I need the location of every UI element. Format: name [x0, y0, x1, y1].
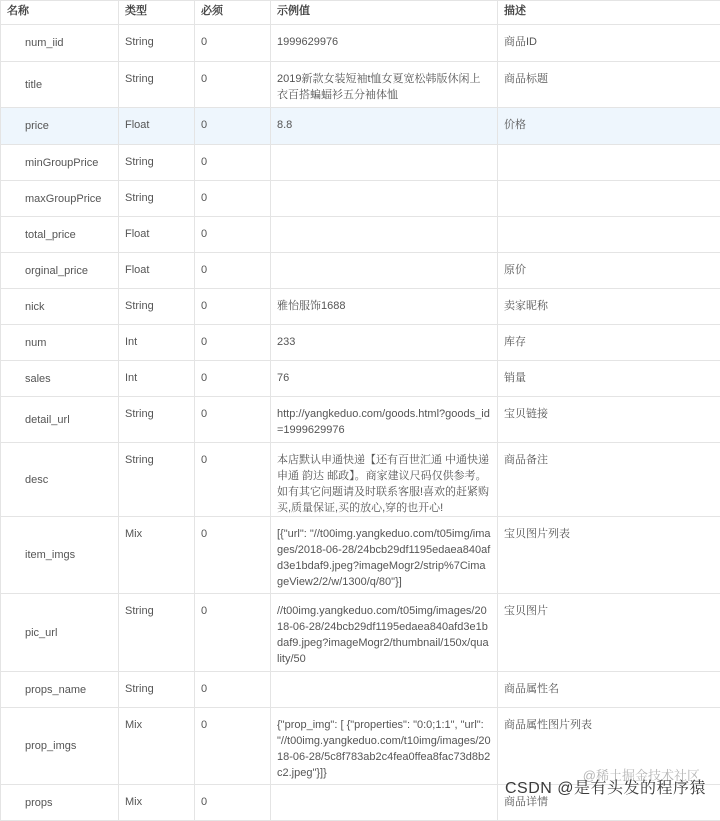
header-description: 描述	[498, 1, 720, 25]
field-required: 0	[195, 517, 271, 594]
field-description: 宝贝图片	[498, 594, 720, 672]
field-name: nick	[1, 289, 119, 325]
field-example: {"prop_img": [ {"properties": "0:0;1:1", "url": "//t00img.yangkeduo.com/t10img/images/2018-06-28/5c8f783ab2c4fea0ffea8fac73d8b2c2.jpeg"}]}	[271, 708, 498, 785]
table-row	[1, 443, 720, 517]
field-example	[271, 217, 498, 253]
table-row	[1, 397, 720, 443]
field-type: Mix	[119, 708, 195, 785]
field-type: Float	[119, 217, 195, 253]
juejin-watermark: @稀土掘金技术社区	[583, 765, 700, 784]
field-type: String	[119, 672, 195, 708]
header-example: 示例值	[271, 1, 498, 25]
field-name: prop_imgs	[1, 708, 119, 785]
field-required: 0	[195, 289, 271, 325]
table-row	[1, 145, 720, 181]
field-required: 0	[195, 108, 271, 145]
field-name: pic_url	[1, 594, 119, 672]
field-description: 商品标题	[498, 62, 720, 108]
field-type: Int	[119, 361, 195, 397]
table-row	[1, 217, 720, 253]
field-required: 0	[195, 25, 271, 62]
field-example	[271, 253, 498, 289]
field-example: 8.8	[271, 108, 498, 145]
field-required: 0	[195, 397, 271, 443]
field-required: 0	[195, 145, 271, 181]
field-example: http://yangkeduo.com/goods.html?goods_id=1999629976	[271, 397, 498, 443]
field-example: 1999629976	[271, 25, 498, 62]
field-example: 本店默认申通快递【还有百世汇通 中通快递 申通 韵达 邮政】。商家建议尺码仅供参考。如有其它问题请及时联系客服!喜欢的赶紧购买,质量保证,买的放心,穿的也开心!	[271, 443, 498, 517]
field-required: 0	[195, 708, 271, 785]
field-description: 库存	[498, 325, 720, 361]
header-required: 必须	[195, 1, 271, 25]
field-required: 0	[195, 594, 271, 672]
field-description: 价格	[498, 108, 720, 145]
field-type: String	[119, 145, 195, 181]
field-description: 销量	[498, 361, 720, 397]
table-row	[1, 181, 720, 217]
field-name: props_name	[1, 672, 119, 708]
table-row	[1, 289, 720, 325]
field-name: num_iid	[1, 25, 119, 62]
table-row	[1, 672, 720, 708]
field-description: 商品详情	[498, 785, 720, 821]
field-name: sales	[1, 361, 119, 397]
field-description: 商品属性图片列表	[498, 708, 720, 785]
field-required: 0	[195, 785, 271, 821]
table-row	[1, 62, 720, 108]
field-description: 商品属性名	[498, 672, 720, 708]
field-description: 卖家昵称	[498, 289, 720, 325]
table-row	[1, 594, 720, 672]
field-required: 0	[195, 672, 271, 708]
field-example: //t00img.yangkeduo.com/t05img/images/2018-06-28/24bcb29df1195edaea840afd3e1bdaf9.jpeg?imageMogr2/thumbnail/150x/quality/50	[271, 594, 498, 672]
field-example: [{"url": "//t00img.yangkeduo.com/t05img/images/2018-06-28/24bcb29df1195edaea840afd3e1bdaf9.jpeg?imageMogr2/strip%7CimageView2/2/w/1300/q/80"}]	[271, 517, 498, 594]
field-name: props	[1, 785, 119, 821]
field-required: 0	[195, 217, 271, 253]
field-example: 233	[271, 325, 498, 361]
field-name: orginal_price	[1, 253, 119, 289]
table-row	[1, 108, 720, 145]
field-name: minGroupPrice	[1, 145, 119, 181]
field-required: 0	[195, 253, 271, 289]
field-type: String	[119, 289, 195, 325]
field-example	[271, 672, 498, 708]
field-type: String	[119, 443, 195, 517]
field-example	[271, 145, 498, 181]
header-name: 名称	[1, 1, 119, 25]
field-description: 宝贝图片列表	[498, 517, 720, 594]
field-example	[271, 181, 498, 217]
field-description: 商品ID	[498, 25, 720, 62]
field-type: Mix	[119, 517, 195, 594]
field-name: item_imgs	[1, 517, 119, 594]
field-name: title	[1, 62, 119, 108]
table-row	[1, 325, 720, 361]
field-type: String	[119, 25, 195, 62]
table-header-row	[1, 1, 720, 25]
csdn-watermark: CSDN @是有头发的程序猿	[505, 775, 706, 798]
field-type: String	[119, 594, 195, 672]
field-required: 0	[195, 325, 271, 361]
field-type: Int	[119, 325, 195, 361]
field-description: 原价	[498, 253, 720, 289]
field-name: price	[1, 108, 119, 145]
field-description	[498, 217, 720, 253]
field-name: maxGroupPrice	[1, 181, 119, 217]
field-type: String	[119, 397, 195, 443]
field-name: total_price	[1, 217, 119, 253]
field-required: 0	[195, 443, 271, 517]
field-example: 雅怡服饰1688	[271, 289, 498, 325]
field-example: 76	[271, 361, 498, 397]
field-type: Mix	[119, 785, 195, 821]
table-row	[1, 361, 720, 397]
table-row	[1, 253, 720, 289]
field-name: detail_url	[1, 397, 119, 443]
table-row	[1, 517, 720, 594]
field-type: Float	[119, 253, 195, 289]
table-row	[1, 25, 720, 62]
field-description	[498, 181, 720, 217]
header-type: 类型	[119, 1, 195, 25]
field-required: 0	[195, 62, 271, 108]
field-type: Float	[119, 108, 195, 145]
field-required: 0	[195, 361, 271, 397]
field-description	[498, 145, 720, 181]
field-name: num	[1, 325, 119, 361]
field-description: 宝贝链接	[498, 397, 720, 443]
field-example	[271, 785, 498, 821]
field-type: String	[119, 181, 195, 217]
field-name: desc	[1, 443, 119, 517]
field-description: 商品备注	[498, 443, 720, 517]
field-type: String	[119, 62, 195, 108]
field-required: 0	[195, 181, 271, 217]
field-example: 2019新款女装短袖t恤女夏宽松韩版休闲上衣百搭蝙蝠衫五分袖体恤	[271, 62, 498, 108]
